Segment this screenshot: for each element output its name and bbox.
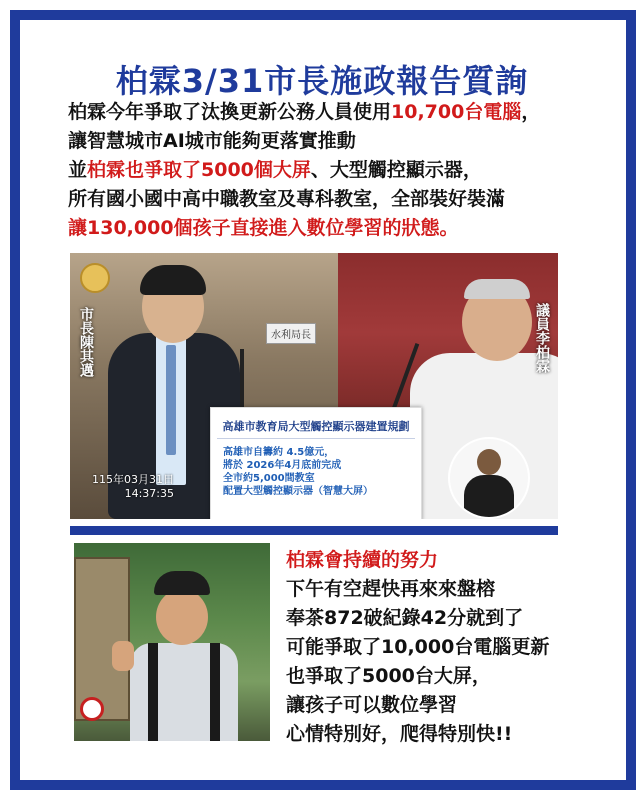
effort-text [286, 546, 606, 749]
effort-line-5: 讓孩子可以數位學習 [286, 694, 458, 716]
intro-line-1-text: 柏霖今年爭取了汰換更新公務人員使用 [68, 101, 392, 123]
sign-language-interpreter [448, 437, 530, 519]
slide-title: 高雄市教育局大型觸控顯示器建置規劃 [217, 418, 415, 439]
divider-bar [70, 526, 558, 535]
intro-text [68, 98, 608, 243]
prohibition-sign-icon [80, 697, 104, 721]
channel-logo [80, 263, 110, 293]
intro-line-3-prefix: 並 [68, 159, 88, 181]
effort-line-2: 奉茶872破紀錄42分就到了 [286, 607, 524, 629]
intro-line-5: 讓130,000個孩子直接進入數位學習的狀態。 [68, 217, 459, 239]
slide-line-3: 全市約5,000間教室 [223, 473, 315, 484]
page-title: 柏霖3/31市長施政報告質詢 [115, 62, 529, 100]
council-session-photo [70, 253, 558, 519]
slide-body [223, 446, 413, 498]
backpack-strap-right [210, 643, 220, 741]
broadcast-timestamp [92, 473, 174, 501]
intro-line-3-highlight: 柏霖也爭取了5000個大屏 [87, 159, 311, 181]
hiker-face [156, 589, 208, 645]
intro-line-1 [68, 98, 608, 127]
effort-line-4: 也爭取了5000台大屏， [286, 665, 491, 687]
backpack-strap-left [148, 643, 158, 741]
slide-line-2: 將於 2026年4月底前完成 [223, 460, 342, 471]
effort-line-3: 可能爭取了10,000台電腦更新 [286, 636, 550, 658]
effort-line-1: 下午有空趕快再來來盤榕 [286, 578, 496, 600]
peace-sign-hand [112, 641, 134, 671]
hiker-torso [130, 643, 238, 741]
mayor-name-label: 市長陳其邁 [78, 307, 94, 377]
hiker-cap [154, 571, 210, 595]
intro-line-3-text: 、大型觸控顯示器， [310, 159, 482, 181]
timestamp-date: 115年03月31日 [92, 473, 174, 486]
interpreter-head [477, 449, 501, 475]
intro-line-1-highlight: 10,700台電腦 [391, 101, 522, 123]
trail-sign [74, 557, 130, 721]
nameplate: 水利局長 [266, 323, 316, 344]
intro-line-2: 讓智慧城市AI城市能夠更落實推動 [68, 130, 356, 152]
effort-heading: 柏霖會持續的努力 [286, 549, 439, 571]
interpreter-body [464, 475, 514, 517]
councilor-name-label: 議員李柏霖 [534, 303, 550, 373]
councilor-hair [464, 279, 530, 299]
presentation-slide [210, 407, 422, 519]
effort-line-6: 心情特別好，爬得特別快!! [286, 723, 513, 745]
slide-line-4: 配置大型觸控顯示器（智慧大屏） [223, 486, 373, 497]
mayor-tie [166, 345, 176, 455]
hiker-photo [74, 543, 270, 741]
intro-line-4: 所有國小國中高中職教室及專科教室，全部裝好裝滿 [68, 188, 506, 210]
intro-line-3 [68, 156, 608, 185]
slide-line-1: 高雄市自籌約 4.5億元， [223, 447, 335, 458]
intro-line-1-punct: ， [521, 101, 541, 123]
timestamp-time: 14:37:35 [124, 487, 174, 500]
mayor-hair [140, 265, 206, 295]
